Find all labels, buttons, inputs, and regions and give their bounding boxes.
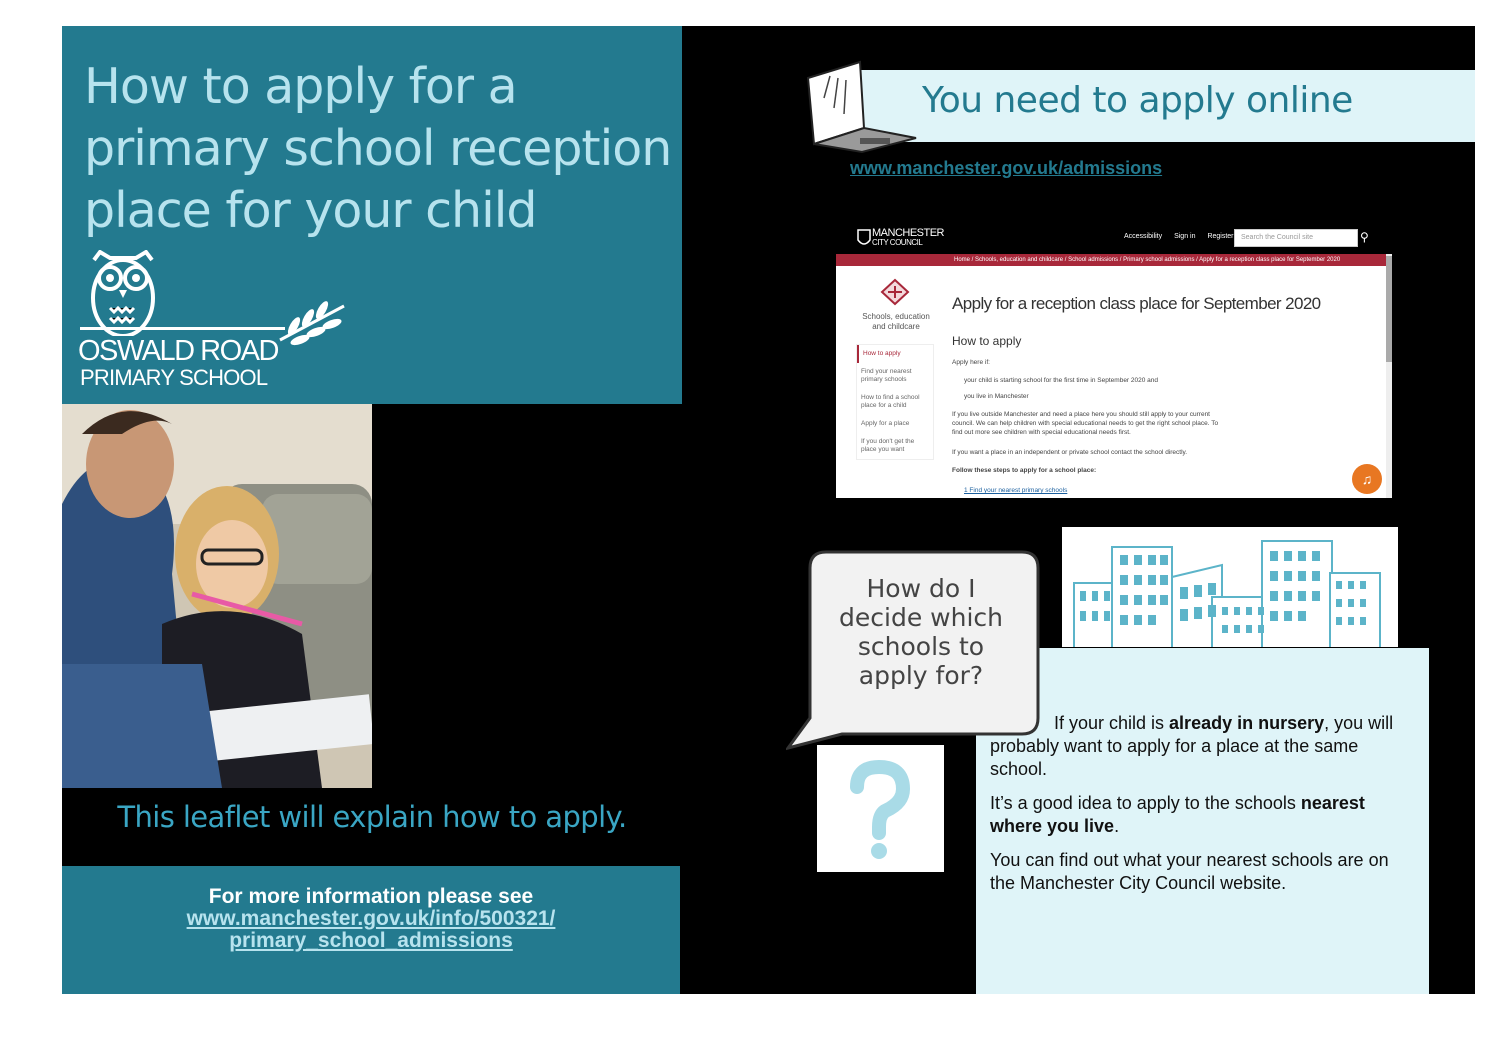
website-page-title: Apply for a reception class place for September 2020	[952, 294, 1321, 313]
side-nav-item[interactable]: If you don't get the place you want	[861, 438, 915, 453]
apply-online-heading: You need to apply online	[922, 80, 1353, 121]
nursery-paragraph: If your child is already in nursery, you will probably want to apply for a place at the same school.	[990, 713, 1394, 779]
admissions-link[interactable]: www.manchester.gov.uk/admissions	[850, 158, 1163, 178]
laptop-icon	[800, 58, 920, 154]
schools-section-icon	[878, 278, 912, 306]
side-nav-item[interactable]: How to find a school place for a child	[861, 394, 920, 409]
side-nav-list	[856, 344, 934, 460]
question-mark-box	[817, 745, 944, 872]
side-nav-item[interactable]: How to apply	[857, 345, 933, 363]
leaflet-explanation: This leaflet will explain how to apply.	[117, 800, 627, 834]
step-link[interactable]: 1 Find your nearest primary schools	[964, 487, 1068, 494]
bullet-item: your child is starting school for the first time in September 2020 and	[964, 377, 1159, 384]
school-name-line1: OSWALD ROAD	[78, 335, 278, 367]
bubble-question: How do I decide which schools to apply for?	[839, 574, 1003, 690]
breadcrumb: Home / Schools, education and childcare / School admissions / Primary school admissions / Apply for a reception class place for September 2020	[836, 254, 1386, 266]
parent-child-photo	[62, 404, 372, 788]
website-paragraph: If you want a place in an independent or private school contact the school directly.	[952, 449, 1188, 456]
info-link-line2[interactable]: primary_school_admissions	[229, 929, 513, 952]
page-title: How to apply for a primary school reception place for your child	[84, 58, 672, 239]
search-placeholder: Search the Council site	[1241, 234, 1313, 241]
buildings-illustration	[1062, 527, 1398, 647]
website-search-input[interactable]	[1234, 229, 1358, 247]
owl-logo-icon	[86, 250, 160, 336]
side-nav-item[interactable]: Find your nearest primary schools	[861, 368, 912, 383]
council-logo-text: MANCHESTER CITY COUNCIL	[872, 227, 945, 247]
leaf-branch-icon	[278, 300, 348, 350]
more-info-panel	[62, 866, 680, 994]
steps-heading: Follow these steps to apply for a school place:	[952, 467, 1097, 474]
bullet-item: you live in Manchester	[964, 393, 1029, 400]
more-info-heading: For more information please see	[208, 885, 534, 908]
logo-underline	[80, 327, 285, 330]
nearest-paragraph: It’s a good idea to apply to the schools nearest where you live.	[990, 793, 1365, 836]
search-icon[interactable]: ⚲	[1360, 230, 1369, 244]
audio-icon[interactable]: ♫	[1352, 464, 1382, 494]
question-mark-icon	[817, 745, 944, 872]
website-subtitle: How to apply	[952, 334, 1022, 348]
website-paragraph: If you live outside Manchester and need a place here you should still apply to your current council. We can help children with special educational needs to get the right school place. To find out more see children with special educational needs first.	[952, 411, 1219, 436]
side-nav-item[interactable]: Apply for a place	[861, 420, 910, 427]
buildings-icon	[1062, 527, 1398, 647]
nav-sign-in[interactable]: Sign in	[1174, 233, 1196, 240]
nav-accessibility[interactable]: Accessibility	[1124, 233, 1163, 240]
side-section-title: Schools, education and childcare	[862, 312, 930, 331]
website-scroll-thumb[interactable]	[1386, 256, 1392, 362]
website-nav	[1124, 233, 1244, 240]
nav-register[interactable]: Register	[1207, 233, 1234, 240]
school-name-line2: PRIMARY SCHOOL	[80, 365, 268, 390]
council-crest-icon	[856, 228, 872, 248]
apply-here-text: Apply here if:	[952, 359, 990, 366]
council-website-screenshot	[836, 222, 1392, 498]
info-link-line1[interactable]: www.manchester.gov.uk/info/500321/	[186, 907, 556, 930]
find-schools-paragraph: You can find out what your nearest schools are on the Manchester City Council website.	[990, 850, 1389, 893]
